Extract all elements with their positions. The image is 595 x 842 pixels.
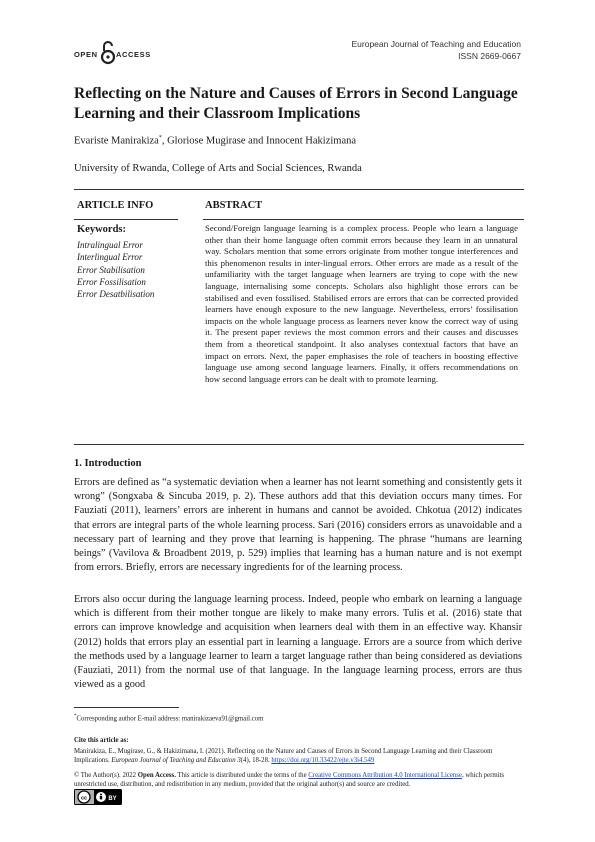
top-rule (74, 189, 524, 190)
doi-link[interactable]: https://doi.org/10.33422/ejte.v3i4.549 (271, 757, 375, 765)
abstract-underline (203, 219, 524, 220)
license-open-access: Open Access. (137, 772, 176, 779)
abstract-text: Second/Foreign language learning is a complex process. People who learn a language other than their home language often commit errors because they learn in an unnatural way. Scholars mention that some errors originate from mother tongue interferences and this phenomenon results in inter-lingual errors. Other errors are made as a result of the unfamiliarity with the target language when learners are trying to cope with the new language, internalising some concepts. Scholars also highlight those errors can be stabilised and even fossilised. Stabilised errors are errors that can be corrected provided learners have enough exposure to the new language. Nevertheless, errors’ fossilisation impacts on the whole language process as learners never know the correct way of using it. The present paper reviews the most common errors and their causes and discusses them from a theoretical standpoint. It also analyses contextual factors that have an impact on errors. Next, the paper emphasises the role of teachers in boosting effective language use among second language learners. Finally, it offers recommendations on how second language errors can be dealt with to promote learning. (205, 223, 518, 384)
journal-issn: ISSN 2669-0667 (458, 51, 521, 61)
journal-name: European Journal of Teaching and Education (351, 39, 521, 49)
footnote-rule (74, 707, 179, 708)
citation-journal: European Journal of Teaching and Education 3 (111, 757, 241, 765)
license-copyright: © The Author(s). 2022 (74, 772, 138, 779)
article-title: Reflecting on the Nature and Causes of Errors in Second Language Learning and their Classroom Implications (74, 85, 518, 122)
author-list (74, 135, 356, 147)
footnote-mark: * (74, 714, 77, 719)
keyword-item: Error Fossilisation (77, 276, 146, 287)
author-first: Evariste Manirakiza (74, 135, 159, 147)
open-access-open-text: OPEN (74, 50, 98, 59)
footnote-text: Corresponding author E-mail address: manirakizaeva91@gmail.com (76, 715, 264, 723)
citation-issue: (4), 18-28. (240, 757, 272, 765)
citation (74, 747, 524, 766)
license-text: This article is distributed under the terms of the (175, 772, 309, 779)
keyword-item: Error Desatbilisation (77, 289, 155, 300)
journal-info (352, 38, 522, 62)
body-paragraph: Errors also occur during the language learning process. Indeed, people who embark on learning a language which is different from their mother tongue are likely to make many errors. Tulis et al. (2016) state that errors can improve knowledge and acquisition when learners deal with them in an effective way. Khansir (2012) holds that errors play an essential part in learning a language. Errors are a source from which derive the methods used by a language learner to learn a target language rather than being considered as deviations (Fauziati, 2011) from the normal use of that language. In the language learning process, errors are thus viewed as a good (74, 594, 522, 691)
article-info-underline (74, 219, 178, 220)
keyword-item: Interlingual Error (77, 252, 143, 263)
bottom-info-rule (74, 444, 524, 445)
by-label: BY (108, 796, 117, 802)
abstract-heading: ABSTRACT (205, 200, 263, 211)
citation-text: Manirakiza, E., Mugirase, G., & Hakizimana, I. (2021). Reflecting on the Nature and Causes of Errors in Second Language Learning and their Classroom Implications. (74, 748, 493, 765)
license-statement (74, 771, 526, 790)
keyword-item: Error Stabilisation (77, 264, 145, 275)
body-paragraph: Errors are defined as “a systematic deviation when a learner has not learnt something and consistently gets it wrong” (Songxaba & Sincuba 2019, p. 2). These authors add that this deviation occurs many times. For Fauziati (2011), learners’ errors are inherent in humans and cannot be avoided. Chkotua (2012) indicates that errors are integral parts of the whole learning process. Sari (2016) considers errors as unavoidable and a necessary part of learning and they prove that learning is happening. The phrase “humans are learning beings” (Vavilova & Broadbent 2019, p. 529) implies that learning has a human nature and is not exempt from errors. Briefly, errors are necessary ingredients for of the learning process. (74, 477, 522, 574)
open-access-access-text: ACCESS (116, 50, 151, 59)
article-info-heading: ARTICLE INFO (77, 200, 154, 211)
section-heading: 1. Introduction (74, 458, 142, 469)
keywords-list (77, 239, 154, 300)
open-lock-icon (100, 40, 116, 66)
license-text-end: , which permits unrestricted use, distribution, and redistribution in any medium, provided that the original author(s) and source are credited. (74, 772, 505, 789)
footnote (74, 714, 263, 722)
license-link[interactable]: Creative Commons Attribution 4.0 International License (308, 772, 462, 779)
author-rest: , Gloriose Mugirase and Innocent Hakizimana (161, 135, 357, 147)
affiliation: University of Rwanda, College of Arts and Social Sciences, Rwanda (74, 163, 362, 174)
cite-heading: Cite this article as: (74, 737, 129, 744)
keywords-heading: Keywords: (77, 224, 126, 235)
open-access-logo (74, 40, 164, 68)
keyword-item: Intralingual Error (77, 240, 143, 250)
corresponding-author-mark: * (158, 135, 162, 141)
cc-by-license-badge[interactable] (74, 789, 122, 805)
cc-icon-letters: cc (80, 795, 88, 802)
